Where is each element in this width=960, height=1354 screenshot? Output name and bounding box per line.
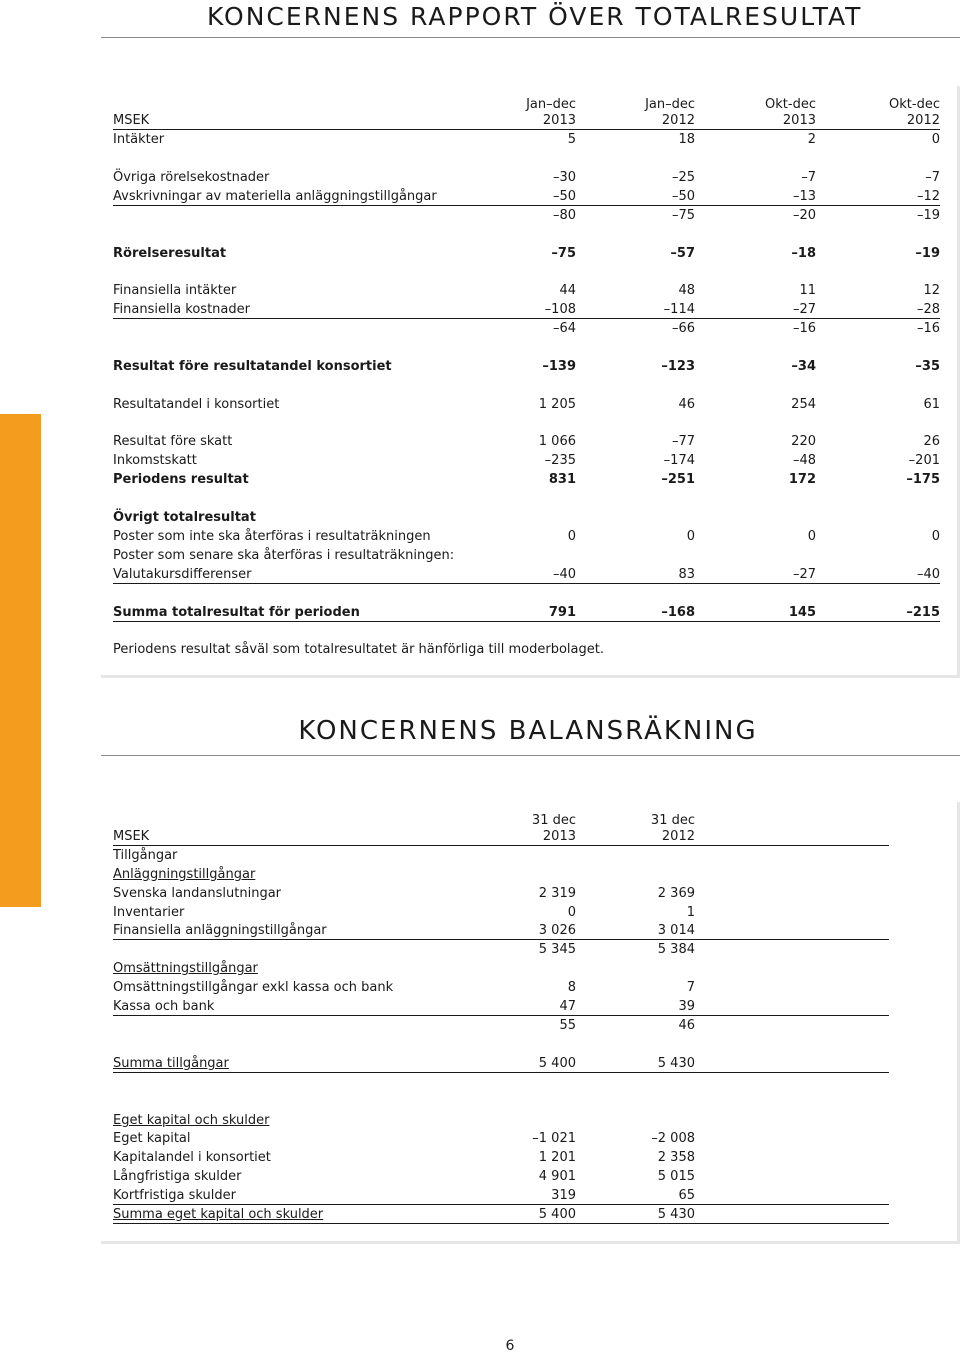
is-row-value: 172	[788, 472, 816, 487]
title-rule-2	[101, 755, 960, 756]
bs-row	[113, 997, 889, 1016]
orange-accent-bar	[0, 414, 41, 907]
bs-row-value: 55	[559, 1018, 576, 1033]
is-row-label: Resultat före resultatandel konsortiet	[113, 359, 392, 374]
bs-row	[113, 903, 889, 922]
is-row-label: Valutakursdifferenser	[113, 567, 252, 582]
is-row	[113, 187, 940, 206]
col-header-3: Okt-dec 2013	[765, 97, 816, 128]
is-row-value: 11	[799, 283, 816, 298]
is-row-value: –108	[544, 302, 576, 317]
bs-row	[113, 1186, 889, 1205]
is-row-value: –215	[906, 605, 940, 620]
col-header-4: Okt-dec 2012	[889, 97, 940, 128]
is-row-value: –16	[792, 321, 816, 336]
is-row	[113, 168, 940, 187]
bs-row-value: 3 026	[538, 923, 576, 938]
is-row-value: 46	[678, 397, 695, 412]
is-row-value: –175	[906, 472, 940, 487]
balance-sheet-title: KONCERNENS BALANSRÄKNING	[298, 716, 758, 746]
bs-row-value: –1 021	[532, 1131, 576, 1146]
is-row-value: –35	[915, 359, 940, 374]
bs-row-rule	[113, 1072, 889, 1073]
bs-row-value: 1 201	[538, 1150, 576, 1165]
bs-row-value: 2 319	[538, 886, 576, 901]
is-row	[113, 130, 940, 149]
is-row-label: Avskrivningar av materiella anläggningstillgångar	[113, 189, 437, 204]
is-row-value: –66	[671, 321, 695, 336]
bs-row-value: 5 430	[657, 1056, 695, 1071]
is-row-value: –123	[661, 359, 695, 374]
bs-row-label: Finansiella anläggningstillgångar	[113, 923, 327, 938]
bs-row-value: 5 345	[538, 942, 576, 957]
is-row-label: Summa totalresultat för perioden	[113, 605, 360, 620]
is-row	[113, 357, 940, 376]
bs-row	[113, 1129, 889, 1148]
bs-row-label: Tillgångar	[113, 848, 178, 863]
is-row-value: 831	[548, 472, 576, 487]
is-row-value: –16	[916, 321, 940, 336]
bs-row	[113, 921, 889, 940]
bs-row-label: Omsättningstillgångar	[113, 961, 258, 976]
is-row-value: 48	[678, 283, 695, 298]
bs-row	[113, 1111, 889, 1130]
bs-row-value: 4 901	[538, 1169, 576, 1184]
is-row-value: –34	[791, 359, 816, 374]
bs-row	[113, 1148, 889, 1167]
bs-row-value: 0	[567, 905, 576, 920]
is-row-value: 44	[559, 283, 576, 298]
bs-row-value: 5 430	[657, 1207, 695, 1222]
is-row-label: Inkomstskatt	[113, 453, 197, 468]
is-row-rule	[113, 621, 940, 622]
is-row-value: –30	[552, 170, 576, 185]
is-row-value: 0	[931, 529, 940, 544]
bs-col-header-2: 31 dec 2012	[650, 813, 695, 844]
is-row	[113, 451, 940, 470]
bs-row-value: 7	[686, 980, 695, 995]
bs-row-value: 1	[686, 905, 695, 920]
bs-row	[113, 865, 889, 884]
bs-row	[113, 846, 889, 865]
is-row	[113, 470, 940, 489]
is-row	[113, 244, 940, 263]
is-row	[113, 281, 940, 300]
is-row	[113, 508, 940, 527]
is-row-value: 61	[923, 397, 940, 412]
is-row-label: Finansiella intäkter	[113, 283, 237, 298]
is-row-label: Poster som inte ska återföras i resultaträkningen	[113, 529, 431, 544]
bs-row-value: 319	[551, 1188, 576, 1203]
is-row-label: Poster som senare ska återföras i resultaträkningen:	[113, 548, 455, 563]
is-row-value: –50	[671, 189, 695, 204]
bs-row	[113, 1016, 889, 1035]
is-row-value: –19	[915, 246, 940, 261]
is-row-value: –19	[916, 208, 940, 223]
is-row-value: 26	[923, 434, 940, 449]
is-row	[113, 319, 940, 338]
is-row-value: –20	[792, 208, 816, 223]
is-row-value: 0	[807, 529, 816, 544]
bs-row	[113, 978, 889, 997]
is-row-value: 0	[567, 529, 576, 544]
bs-row-value: –2 008	[651, 1131, 695, 1146]
is-row-value: –12	[916, 189, 940, 204]
income-statement-title: KONCERNENS RAPPORT ÖVER TOTALRESULTAT	[207, 2, 863, 31]
bs-row-label: Kassa och bank	[113, 999, 215, 1014]
title-rule	[101, 37, 960, 38]
is-row-value: 1 066	[538, 434, 576, 449]
bs-row-label: Summa eget kapital och skulder	[113, 1207, 324, 1222]
bs-row-value: 65	[678, 1188, 695, 1203]
is-row	[113, 206, 940, 225]
is-row	[113, 300, 940, 319]
bs-row-value: 46	[678, 1018, 695, 1033]
is-row-value: –13	[792, 189, 816, 204]
is-row-value: –75	[671, 208, 695, 223]
is-row-value: 18	[678, 132, 695, 147]
bs-row	[113, 1205, 889, 1224]
is-row-label: Resultatandel i konsortiet	[113, 397, 280, 412]
is-row-value: 0	[686, 529, 695, 544]
bs-row-value: 5 400	[538, 1207, 576, 1222]
is-row-value: –139	[542, 359, 576, 374]
is-row	[113, 603, 940, 622]
is-row-value: –50	[552, 189, 576, 204]
bs-row	[113, 884, 889, 903]
bs-row-value: 3 014	[657, 923, 695, 938]
bs-row-value: 5 015	[657, 1169, 695, 1184]
is-row-value: –64	[552, 321, 576, 336]
is-row-label: Intäkter	[113, 132, 165, 147]
is-row	[113, 527, 940, 546]
bs-row-label: Anläggningstillgångar	[113, 867, 256, 882]
bs-row	[113, 1054, 889, 1073]
is-row-value: 254	[791, 397, 816, 412]
is-row-value: –235	[544, 453, 576, 468]
is-row-value: 145	[788, 605, 816, 620]
is-row-value: 5	[567, 132, 576, 147]
is-row-rule	[113, 583, 940, 584]
bs-row-label: Svenska landanslutningar	[113, 886, 282, 901]
bs-row-label: Omsättningstillgångar exkl kassa och bank	[113, 980, 394, 995]
is-row-value: –114	[663, 302, 695, 317]
bs-row	[113, 940, 889, 959]
page-number: 6	[505, 1338, 515, 1354]
is-row-value: –77	[671, 434, 695, 449]
bs-row-value: 5 400	[538, 1056, 576, 1071]
is-row	[113, 565, 940, 584]
is-row-value: 220	[791, 434, 816, 449]
is-row-value: –75	[551, 246, 576, 261]
bs-row-value: 8	[567, 980, 576, 995]
is-row-value: –40	[916, 567, 940, 582]
bs-row-value: 2 358	[657, 1150, 695, 1165]
is-row-value: 791	[548, 605, 576, 620]
is-row-label: Rörelseresultat	[113, 246, 227, 261]
is-row-value: –57	[670, 246, 695, 261]
is-row-value: 1 205	[538, 397, 576, 412]
is-row-value: –48	[792, 453, 816, 468]
bs-row-label: Kortfristiga skulder	[113, 1188, 236, 1203]
is-row-value: –28	[916, 302, 940, 317]
is-row-label: Resultat före skatt	[113, 434, 233, 449]
is-row-value: –18	[791, 246, 816, 261]
is-row	[113, 432, 940, 451]
bs-row-label: Långfristiga skulder	[113, 1169, 242, 1184]
is-row-value: –7	[801, 170, 816, 185]
bs-row-value: 47	[559, 999, 576, 1014]
is-row-value: –27	[792, 567, 816, 582]
is-row-value: –7	[925, 170, 940, 185]
bs-row-label: Inventarier	[113, 905, 185, 920]
is-row	[113, 395, 940, 414]
bs-row-value: 2 369	[657, 886, 695, 901]
is-row-value: –27	[792, 302, 816, 317]
is-row-value: –25	[671, 170, 695, 185]
is-row-value: 0	[931, 132, 940, 147]
is-row-value: 2	[807, 132, 816, 147]
col-header-1: Jan–dec 2013	[526, 97, 576, 128]
is-row-value: –201	[908, 453, 940, 468]
is-row-value: 83	[678, 567, 695, 582]
bs-row	[113, 1167, 889, 1186]
is-row-value: –40	[552, 567, 576, 582]
is-row-value: –168	[661, 605, 695, 620]
bs-row-rule	[113, 1223, 889, 1224]
bs-row-label: Eget kapital och skulder	[113, 1113, 270, 1128]
is-row-label: Finansiella kostnader	[113, 302, 250, 317]
is-row	[113, 546, 940, 565]
bs-row-label: Kapitalandel i konsortiet	[113, 1150, 271, 1165]
bs-row-label: Summa tillgångar	[113, 1056, 229, 1071]
is-row-label: Övriga rörelsekostnader	[113, 170, 270, 185]
is-row-value: 12	[923, 283, 940, 298]
is-row-label: Övrigt totalresultat	[113, 510, 256, 525]
is-row-value: –251	[661, 472, 695, 487]
bs-col-header-1: 31 dec 2013	[531, 813, 576, 844]
bs-row-label: Eget kapital	[113, 1131, 191, 1146]
is-row-value: –174	[663, 453, 695, 468]
bs-row-value: 39	[678, 999, 695, 1014]
income-statement-note: Periodens resultat såväl som totalresultatet är hänförliga till moderbolaget.	[113, 642, 604, 657]
is-row-value: –80	[552, 208, 576, 223]
is-row-label: Periodens resultat	[113, 472, 249, 487]
bs-row-value: 5 384	[657, 942, 695, 957]
col-header-2: Jan–dec 2012	[645, 97, 695, 128]
bs-row	[113, 959, 889, 978]
